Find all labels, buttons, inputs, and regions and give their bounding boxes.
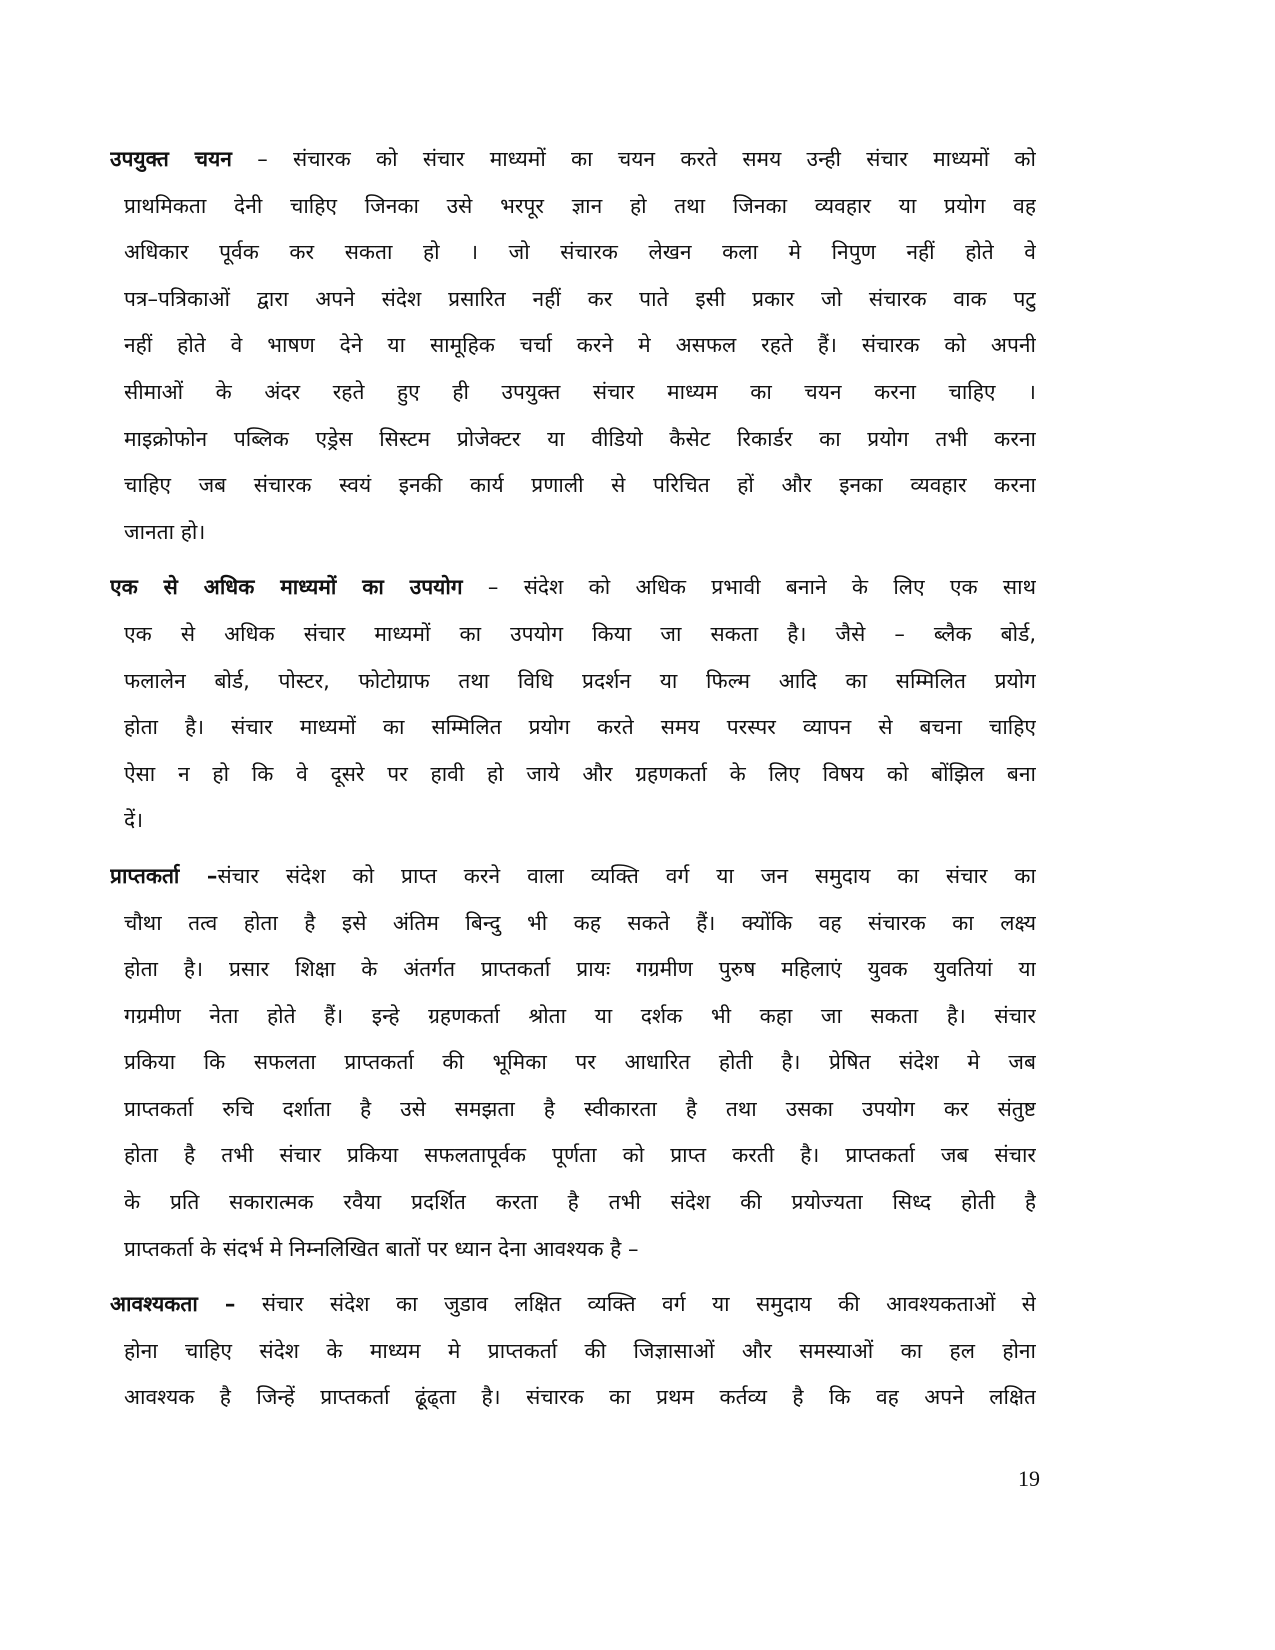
document-body [110,136,1036,1430]
line-text: संचार संदेश का जुडाव लक्षित व्यक्ति वर्ग या समुदाय की आवश्यकताओं से [235,1292,1036,1317]
paragraph-line: प्रकिया कि सफलता प्राप्तकर्ता की भूमिका पर आधारित होती है। प्रेषित संदेश मे जब [124,1050,1036,1075]
paragraph-line: चौथा तत्व होता है इसे अंतिम बिन्दु भी कह सकते हैं। क्योंकि वह संचारक का लक्ष्य [124,910,1036,935]
paragraph-line: चाहिए जब संचारक स्वयं इनकी कार्य प्रणाली से परिचित हों और इनका व्यवहार करना [124,473,1036,498]
line-text: संचार संदेश को प्राप्त करने वाला व्यक्ति वर्ग या जन समुदाय का संचार का [217,863,1036,888]
paragraph-line [110,136,1036,183]
paragraph-line: नहीं होते वे भाषण देने या सामूहिक चर्चा करने मे असफल रहते हैं। संचारक को अपनी [124,333,1036,358]
paragraph-necessity [110,1281,1036,1421]
paragraph-heading: उपयुक्त चयन [110,147,232,171]
paragraph-line: माइक्रोफोन पब्लिक एड्रेस सिस्टम प्रोजेक्टर या वीडियो कैसेट रिकार्डर का प्रयोग तभी करना [124,426,1036,451]
paragraph-line [110,1281,1036,1328]
paragraph-upyukt-chayan [110,136,1036,555]
paragraph-line: गग्रमीण नेता होते हैं। इन्हे ग्रहणकर्ता श्रोता या दर्शक भी कहा जा सकता है। संचार [124,1003,1036,1028]
paragraph-line: जानता हो। [124,519,206,544]
paragraph-line: होता है तभी संचार प्रकिया सफलतापूर्वक पूर्णता को प्राप्त करती है। प्राप्तकर्ता जब संचार [124,1143,1036,1168]
line-text: – संचारक को संचार माध्यमों का चयन करते समय उन्ही संचार माध्यमों को [231,147,1036,171]
paragraph-heading: एक से अधिक माध्यमों का उपयोग [110,575,463,600]
paragraph-line: एक से अधिक संचार माध्यमों का उपयोग किया जा सकता है। जैसे – ब्लैक बोर्ड, [124,621,1036,646]
paragraph-line: होना चाहिए संदेश के माध्यम मे प्राप्तकर्ता की जिज्ञासाओं और समस्याओं का हल होना [124,1338,1036,1363]
paragraph-multiple-media [110,564,1036,844]
paragraph-line [110,853,1036,900]
paragraph-line: अधिकार पूर्वक कर सकता हो । जो संचारक लेखन कला मे निपुण नहीं होते वे [124,240,1036,265]
paragraph-line: दें। [124,808,144,833]
paragraph-line: आवश्यक है जिन्हें प्राप्तकर्ता ढूंढ्ता है। संचारक का प्रथम कर्तव्य है कि वह अपने लक्षित [124,1385,1036,1410]
paragraph-line: ऐसा न हो कि वे दूसरे पर हावी हो जाये और ग्रहणकर्ता के लिए विषय को बोंझिल बना [124,761,1036,786]
paragraph-line: के प्रति सकारात्मक रवैया प्रदर्शित करता है तभी संदेश की प्रयोज्यता सिध्द होती है [124,1190,1036,1215]
paragraph-heading: आवश्यकता – [110,1292,236,1317]
paragraph-line: फलालेन बोर्ड, पोस्टर, फोटोग्राफ तथा विधि प्रदर्शन या फिल्म आदि का सम्मिलित प्रयोग [124,668,1036,693]
page-number: 19 [1018,1466,1040,1491]
paragraph-receiver [110,853,1036,1272]
paragraph-line: पत्र–पत्रिकाओं द्वारा अपने संदेश प्रसारित नहीं कर पाते इसी प्रकार जो संचारक वाक पटु [124,286,1036,311]
paragraph-heading: प्राप्तकर्ता – [110,863,218,888]
paragraph-line: प्राथमिकता देनी चाहिए जिनका उसे भरपूर ज्ञान हो तथा जिनका व्यवहार या प्रयोग वह [124,193,1036,218]
line-text: – संदेश को अधिक प्रभावी बनाने के लिए एक साथ [462,575,1036,600]
paragraph-line: प्राप्तकर्ता रुचि दर्शाता है उसे समझता है स्वीकारता है तथा उसका उपयोग कर संतुष्ट [124,1096,1036,1121]
paragraph-line: सीमाओं के अंदर रहते हुए ही उपयुक्त संचार माध्यम का चयन करना चाहिए । [124,379,1036,404]
paragraph-line: होता है। प्रसार शिक्षा के अंतर्गत प्राप्तकर्ता प्रायः गग्रमीण पुरुष महिलाएं युवक युवतियां या [124,957,1036,982]
paragraph-line: होता है। संचार माध्यमों का सम्मिलित प्रयोग करते समय परस्पर व्यापन से बचना चाहिए [124,715,1036,740]
paragraph-line [110,564,1036,611]
paragraph-line: प्राप्तकर्ता के संदर्भ मे निम्नलिखित बातों पर ध्यान देना आवश्यक है – [124,1236,639,1261]
